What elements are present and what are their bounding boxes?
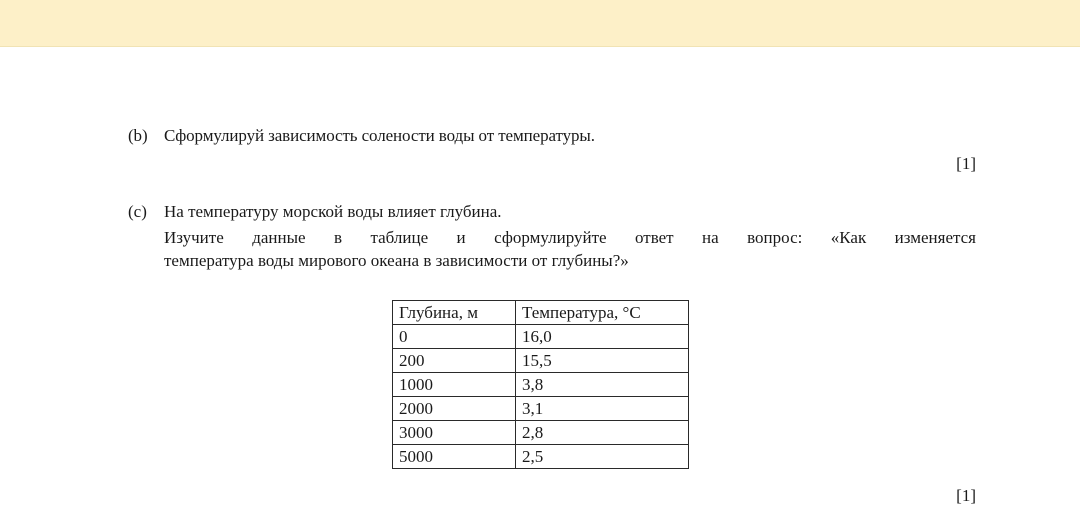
table-header-row [393, 301, 689, 325]
question-c-label: (c) [128, 202, 147, 221]
temperature-cell: 2,5 [516, 445, 689, 469]
question-b-mark: [1] [956, 154, 976, 173]
table-row [393, 349, 689, 373]
depth-cell: 200 [393, 349, 516, 373]
question-b-text: Сформулируй зависимость солености воды от температуры. [164, 126, 595, 145]
header-depth: Глубина, м [393, 301, 516, 325]
depth-cell: 3000 [393, 421, 516, 445]
table-row [393, 397, 689, 421]
question-b-label: (b) [128, 126, 148, 145]
question-c-body [164, 226, 976, 272]
table-row [393, 421, 689, 445]
depth-temperature-table [392, 300, 689, 469]
temperature-cell: 3,8 [516, 373, 689, 397]
top-banner [0, 0, 1080, 47]
depth-cell: 0 [393, 325, 516, 349]
temperature-cell: 16,0 [516, 325, 689, 349]
depth-cell: 2000 [393, 397, 516, 421]
depth-cell: 1000 [393, 373, 516, 397]
question-c-body-line2: температура воды мирового океана в зависимости от глубины?» [164, 251, 629, 270]
table-row [393, 445, 689, 469]
temperature-cell: 2,8 [516, 421, 689, 445]
question-c-mark: [1] [956, 486, 976, 505]
temperature-cell: 3,1 [516, 397, 689, 421]
temperature-cell: 15,5 [516, 349, 689, 373]
question-c [128, 202, 502, 222]
question-c-intro: На температуру морской воды влияет глубина. [164, 202, 502, 221]
question-b [128, 126, 595, 146]
question-c-body-line1: Изучите данные в таблице и сформулируйте ответ на вопрос: «Как изменяется [164, 228, 976, 247]
table-row [393, 325, 689, 349]
depth-cell: 5000 [393, 445, 516, 469]
document-page [0, 46, 1080, 508]
header-temperature: Температура, °С [516, 301, 689, 325]
table-row [393, 373, 689, 397]
